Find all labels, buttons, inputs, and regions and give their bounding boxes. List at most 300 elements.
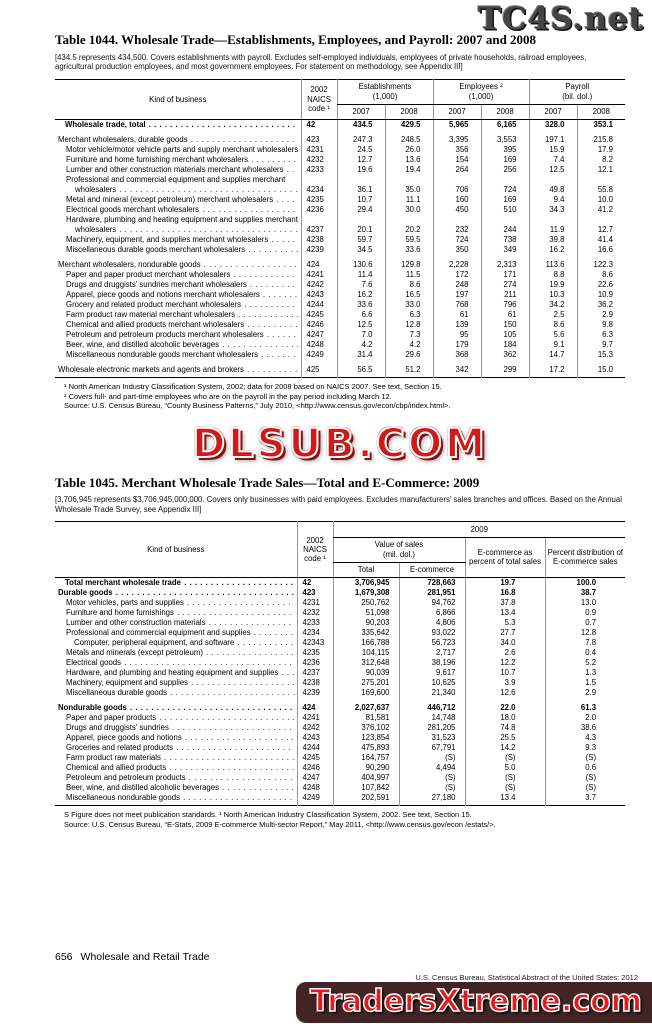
value-cell: 248.5 — [385, 130, 433, 145]
value-cell: 247.3 — [337, 130, 385, 145]
naics-code-cell: 424 — [297, 698, 333, 713]
value-cell: 274 — [481, 280, 529, 290]
percent-cell: 0.9 — [545, 608, 625, 618]
value-cell: 41.4 — [577, 235, 625, 245]
percent-cell: 12.8 — [545, 628, 625, 638]
value-cell: 376,102 — [333, 723, 399, 733]
row-label: Hardware, and plumbing and heating equipment and supplies — [66, 667, 279, 677]
row-label-cell — [55, 618, 297, 628]
value-cell: 20.1 — [337, 215, 385, 235]
table-row — [55, 618, 625, 628]
value-cell: 171 — [481, 270, 529, 280]
naics-code-cell: 4249 — [297, 793, 333, 806]
value-cell: 738 — [481, 235, 529, 245]
naics-code-cell: 4247 — [301, 330, 337, 340]
naics-code-cell: 4235 — [301, 195, 337, 205]
table-row — [55, 195, 625, 205]
table-row — [55, 145, 625, 155]
value-cell: 11.1 — [385, 195, 433, 205]
value-cell: 29.4 — [337, 205, 385, 215]
naics-code-cell: 4248 — [301, 340, 337, 350]
row-label: Hardware, plumbing and heating equipment and supplies merchant wholesalers — [66, 214, 298, 234]
value-cell: 197.1 — [529, 130, 577, 145]
value-cell: 104,115 — [333, 648, 399, 658]
value-cell: 105 — [481, 330, 529, 340]
footnote: S Figure does not meet publication standards. ¹ North American Industry Classification System, 2002. See text, Section 15. — [64, 810, 472, 820]
row-label-cell — [55, 195, 301, 205]
value-cell: 36.1 — [337, 175, 385, 195]
value-cell: 16.2 — [337, 290, 385, 300]
value-cell: 33.6 — [337, 300, 385, 310]
value-cell: 8.2 — [577, 155, 625, 165]
value-cell: 61 — [481, 310, 529, 320]
value-cell: 122.3 — [577, 255, 625, 270]
value-cell: 13.6 — [385, 155, 433, 165]
value-cell: 130.6 — [337, 255, 385, 270]
value-cell: 2,313 — [481, 255, 529, 270]
value-cell: 41.2 — [577, 205, 625, 215]
value-cell: 95 — [433, 330, 481, 340]
value-cell: 15.9 — [529, 145, 577, 155]
value-cell: 281,951 — [399, 588, 465, 598]
value-cell: 3,395 — [433, 130, 481, 145]
value-cell: 342 — [433, 360, 481, 378]
row-label: Apparel, piece goods and notions — [66, 732, 182, 742]
value-cell: 6,165 — [481, 119, 529, 130]
table-row — [55, 773, 625, 783]
row-label-cell — [55, 753, 297, 763]
column-header-kind-of-business: Kind of business — [55, 522, 297, 578]
table-row — [55, 330, 625, 340]
value-cell: 10.9 — [577, 290, 625, 300]
column-group-payroll — [529, 79, 625, 104]
row-label: Motor vehicle/motor vehicle parts and supply merchant wholesalers — [66, 144, 299, 154]
row-label: Merchant wholesalers, nondurable goods — [58, 259, 201, 269]
value-cell: 14.7 — [529, 350, 577, 360]
column-header-kind-of-business: Kind of business — [55, 79, 301, 119]
value-cell: 197 — [433, 290, 481, 300]
row-label-cell — [55, 598, 297, 608]
value-cell: 264 — [433, 165, 481, 175]
row-label: Electrical goods — [66, 657, 122, 667]
percent-cell: 13.0 — [545, 598, 625, 608]
row-label: Nondurable goods — [58, 702, 127, 712]
value-cell: 202,591 — [333, 793, 399, 806]
value-cell: 154 — [433, 155, 481, 165]
row-label-cell — [55, 320, 301, 330]
value-cell: 90,039 — [333, 668, 399, 678]
row-label-cell — [55, 155, 301, 165]
value-cell: 20.2 — [385, 215, 433, 235]
percent-cell: 38.7 — [545, 588, 625, 598]
row-label: Machinery, equipment and supplies — [66, 677, 189, 687]
value-cell: 129.8 — [385, 255, 433, 270]
value-cell: 6.3 — [577, 330, 625, 340]
value-cell: 706 — [433, 175, 481, 195]
percent-cell: 10.7 — [465, 668, 545, 678]
row-label-cell — [55, 763, 297, 773]
value-cell: 113.6 — [529, 255, 577, 270]
value-cell: 335,642 — [333, 628, 399, 638]
value-cell: 232 — [433, 215, 481, 235]
value-cell: 4,494 — [399, 763, 465, 773]
value-cell: 59.5 — [385, 235, 433, 245]
naics-code-cell: 4239 — [297, 688, 333, 698]
naics-code-cell: 4242 — [297, 723, 333, 733]
value-cell: 5,965 — [433, 119, 481, 130]
row-label: Professional and commercial equipment and supplies merchant wholesalers — [66, 174, 286, 194]
value-cell: 281,205 — [399, 723, 465, 733]
value-cell: 17.2 — [529, 360, 577, 378]
row-label-cell — [55, 648, 297, 658]
value-cell: 768 — [433, 300, 481, 310]
table-row — [55, 215, 625, 235]
value-cell: 12.1 — [577, 165, 625, 175]
percent-cell: 4.3 — [545, 733, 625, 743]
naics-code-cell: 42343 — [297, 638, 333, 648]
value-cell: 51.2 — [385, 360, 433, 378]
value-cell: 244 — [481, 215, 529, 235]
value-cell: 12.8 — [385, 320, 433, 330]
table-row — [55, 270, 625, 280]
value-cell: 211 — [481, 290, 529, 300]
value-cell: 49.8 — [529, 175, 577, 195]
value-cell: 12.5 — [529, 165, 577, 175]
percent-cell: 2.0 — [545, 713, 625, 723]
table-row — [55, 763, 625, 773]
table-row — [55, 255, 625, 270]
value-cell: 728,663 — [399, 577, 465, 588]
value-cell: 299 — [481, 360, 529, 378]
table-row — [55, 713, 625, 723]
value-cell: 395 — [481, 145, 529, 155]
value-cell: 9.1 — [529, 340, 577, 350]
table-1045-headnote: [3,706,945 represents $3,706,945,000,000. Covers only businesses with paid employees. Excludes manufacturers’ sales branches and offices. Based on the Annual Wholesale Trade Survey, see Appendix III] — [55, 495, 622, 514]
value-cell: 6.3 — [385, 310, 433, 320]
table-1044-body — [55, 119, 625, 378]
percent-cell: (S) — [545, 773, 625, 783]
table-row — [55, 350, 625, 360]
row-label: Furniture and home furnishings — [66, 607, 174, 617]
naics-code-cell: 4232 — [297, 608, 333, 618]
table-row — [55, 280, 625, 290]
row-label-cell — [55, 638, 297, 648]
table-row — [55, 340, 625, 350]
row-label: Grocery and related product merchant wholesalers — [66, 299, 242, 309]
value-cell: 429.5 — [385, 119, 433, 130]
naics-code-cell: 4233 — [297, 618, 333, 628]
watermark-tc4s: TC4S.net — [478, 1, 644, 37]
value-cell: 30.0 — [385, 205, 433, 215]
table-row — [55, 290, 625, 300]
row-label: Paper and paper products — [66, 712, 157, 722]
percent-cell: 12.6 — [465, 688, 545, 698]
naics-code-cell: 4234 — [297, 628, 333, 638]
footnote: Source: U.S. Census Bureau, “E-Stats, 2009 E-commerce Multi-sector Report,” May 2011, <http://www.census.gov/econ /estats/>. — [64, 819, 496, 829]
row-label: Petroleum and petroleum products merchant wholesalers — [66, 329, 264, 339]
value-cell: 248 — [433, 280, 481, 290]
table-row — [55, 688, 625, 698]
naics-code-cell: 4242 — [301, 280, 337, 290]
row-label-cell — [55, 608, 297, 618]
percent-cell: 12.2 — [465, 658, 545, 668]
value-cell: 179 — [433, 340, 481, 350]
percent-cell: 27.7 — [465, 628, 545, 638]
row-label: Wholesale trade, total — [65, 119, 146, 129]
row-label: Beer, wine, and distilled alcoholic beverages — [66, 782, 219, 792]
row-label-cell — [55, 698, 297, 713]
value-cell: 2.9 — [577, 310, 625, 320]
value-cell: 169,600 — [333, 688, 399, 698]
row-label: Drugs and druggists’ sundries — [66, 722, 169, 732]
value-cell: 24.5 — [337, 145, 385, 155]
value-cell: 12.7 — [337, 155, 385, 165]
naics-code-cell: 42 — [297, 577, 333, 588]
value-cell: 450 — [433, 205, 481, 215]
value-cell: 724 — [481, 175, 529, 195]
row-label-cell — [55, 350, 301, 360]
percent-cell: 19.7 — [465, 577, 545, 588]
value-cell: 353.1 — [577, 119, 625, 130]
column-header-ecommerce-percent: E-commerce as percent of total sales — [465, 537, 545, 577]
row-label: Electrical goods merchant wholesalers — [66, 204, 200, 214]
naics-code-cell: 4248 — [297, 783, 333, 793]
column-header-total: Total — [333, 562, 399, 577]
naics-code-cell: 4246 — [297, 763, 333, 773]
row-label-cell — [55, 119, 301, 130]
value-cell: 6,866 — [399, 608, 465, 618]
value-cell: 39.8 — [529, 235, 577, 245]
naics-code-cell: 4236 — [297, 658, 333, 668]
naics-code-cell: 4245 — [301, 310, 337, 320]
column-header-naics-code: 2002 NAICS code ¹ — [297, 522, 333, 578]
table-row — [55, 175, 625, 195]
value-cell: 349 — [481, 245, 529, 255]
percent-cell: (S) — [545, 753, 625, 763]
value-cell: 38,196 — [399, 658, 465, 668]
naics-code-cell: 4235 — [297, 648, 333, 658]
value-cell: 7.0 — [337, 330, 385, 340]
row-label: Machinery, equipment, and supplies merchant wholesalers — [66, 234, 269, 244]
page-number: 656 — [55, 951, 73, 963]
naics-code-cell: 4244 — [297, 743, 333, 753]
value-cell: 362 — [481, 350, 529, 360]
naics-code-cell: 423 — [297, 588, 333, 598]
value-cell: 16.2 — [529, 245, 577, 255]
row-label-cell — [55, 793, 297, 806]
value-cell: 31.4 — [337, 350, 385, 360]
value-cell: 34.2 — [529, 300, 577, 310]
row-label: Motor vehicles, parts and supplies — [66, 597, 184, 607]
value-cell: 33.6 — [385, 245, 433, 255]
naics-code-cell: 4233 — [301, 165, 337, 175]
value-cell: 1,679,308 — [333, 588, 399, 598]
column-header-year: 2008 — [481, 104, 529, 119]
row-label: Merchant wholesalers, durable goods — [58, 134, 188, 144]
value-cell: 328.0 — [529, 119, 577, 130]
value-cell: 250,762 — [333, 598, 399, 608]
row-label-cell — [55, 577, 297, 588]
row-label-cell — [55, 783, 297, 793]
naics-code-cell: 4239 — [301, 245, 337, 255]
table-1044-headnote: [434.5 represents 434,500. Covers establishments with payroll. Excludes self-employed individuals, employees of private households, railroad employees, agricultural production employees, and most government employees. For statement on methodology, see Appendix III] — [55, 52, 587, 72]
table-row — [55, 668, 625, 678]
table-row — [55, 698, 625, 713]
table-row — [55, 155, 625, 165]
naics-code-cell: 4237 — [301, 215, 337, 235]
table-row — [55, 320, 625, 330]
column-header-ecommerce: E-commerce — [399, 562, 465, 577]
table-row — [55, 360, 625, 378]
percent-cell: 1.3 — [545, 668, 625, 678]
footnote: ² Covers full- and part-time employees who are on the payroll in the pay period including March 12. — [64, 391, 392, 401]
table-row — [55, 753, 625, 763]
table-1044 — [55, 79, 625, 379]
value-cell: 2.5 — [529, 310, 577, 320]
row-label: Metals and minerals (except petroleum) — [66, 647, 203, 657]
value-cell: 59.7 — [337, 235, 385, 245]
column-group-value-of-sales — [333, 537, 465, 562]
table-row — [55, 300, 625, 310]
row-label-cell — [55, 165, 301, 175]
naics-code-cell: 42 — [301, 119, 337, 130]
table-row — [55, 628, 625, 638]
value-cell: 15.3 — [577, 350, 625, 360]
table-row — [55, 678, 625, 688]
column-header-naics-code: 2002 NAICS code ¹ — [301, 79, 337, 119]
value-cell: 17.9 — [577, 145, 625, 155]
row-label-cell — [55, 280, 301, 290]
naics-code-cell: 4246 — [301, 320, 337, 330]
table-row — [55, 205, 625, 215]
table-row — [55, 793, 625, 806]
value-cell: 26.0 — [385, 145, 433, 155]
percent-cell: 5.2 — [545, 658, 625, 668]
value-cell: 510 — [481, 205, 529, 215]
row-label-cell — [55, 668, 297, 678]
row-label-cell — [55, 340, 301, 350]
value-cell: 90,290 — [333, 763, 399, 773]
row-label: Beer, wine, and distilled alcoholic beverages — [66, 339, 219, 349]
row-label-cell — [55, 270, 301, 280]
value-cell: 10,625 — [399, 678, 465, 688]
table-row — [55, 638, 625, 648]
value-cell: 10.7 — [337, 195, 385, 205]
column-group-label: Establishments — [358, 82, 412, 92]
percent-cell: 0.6 — [545, 763, 625, 773]
column-header-year-2009: 2009 — [333, 522, 625, 537]
value-cell: 4.2 — [385, 340, 433, 350]
value-cell: 10.3 — [529, 290, 577, 300]
value-cell: 4,806 — [399, 618, 465, 628]
percent-cell: 9.3 — [545, 743, 625, 753]
value-cell: 446,712 — [399, 698, 465, 713]
value-cell: 3,553 — [481, 130, 529, 145]
value-cell: 368 — [433, 350, 481, 360]
value-cell: 11.9 — [529, 215, 577, 235]
value-cell: 19.6 — [337, 165, 385, 175]
value-cell: (S) — [399, 773, 465, 783]
column-group-unit: (1,000) — [372, 91, 398, 101]
value-cell: 27,180 — [399, 793, 465, 806]
value-cell: 19.9 — [529, 280, 577, 290]
value-cell: 16.5 — [385, 290, 433, 300]
percent-cell: 1.5 — [545, 678, 625, 688]
value-cell: 139 — [433, 320, 481, 330]
percent-cell: 25.5 — [465, 733, 545, 743]
percent-cell: 13.4 — [465, 608, 545, 618]
table-row — [55, 130, 625, 145]
row-label: Miscellaneous nondurable goods — [66, 792, 180, 802]
value-cell: 81,581 — [333, 713, 399, 723]
naics-code-cell: 4236 — [301, 205, 337, 215]
watermark-dlsub-area — [55, 415, 625, 473]
value-cell: 8.8 — [529, 270, 577, 280]
row-label-cell — [55, 330, 301, 340]
page-footer — [55, 951, 210, 963]
value-cell: 90,203 — [333, 618, 399, 628]
row-label: Wholesale electronic markets and agents and brokers — [58, 364, 244, 374]
table-1044-footnotes — [55, 382, 625, 410]
value-cell: 796 — [481, 300, 529, 310]
row-label: Chemical and allied products merchant wholesalers — [66, 319, 245, 329]
table-1045-body — [55, 577, 625, 806]
row-label: Professional and commercial equipment and supplies — [66, 627, 251, 637]
naics-code-cell: 4241 — [301, 270, 337, 280]
naics-code-cell: 425 — [301, 360, 337, 378]
table-row — [55, 119, 625, 130]
row-label-cell — [55, 723, 297, 733]
row-label: Farm product raw material merchant wholesalers — [66, 309, 235, 319]
value-cell: 5.6 — [529, 330, 577, 340]
naics-code-cell: 4232 — [301, 155, 337, 165]
column-group-employees — [433, 79, 529, 104]
naics-code-cell: 4244 — [301, 300, 337, 310]
value-cell: 55.8 — [577, 175, 625, 195]
row-label: Drugs and druggists’ sundries merchant wholesalers — [66, 279, 247, 289]
naics-code-cell: 4241 — [297, 713, 333, 723]
value-cell: 123,854 — [333, 733, 399, 743]
column-group-establishments — [337, 79, 433, 104]
value-cell: 10.0 — [577, 195, 625, 205]
value-cell: 256 — [481, 165, 529, 175]
table-1044-header — [55, 79, 625, 119]
value-cell: 22.6 — [577, 280, 625, 290]
value-cell: 33.0 — [385, 300, 433, 310]
row-label: Lumber and other construction materials merchant wholesalers — [66, 164, 284, 174]
column-group-unit: (1,000) — [468, 91, 494, 101]
value-cell: 9.4 — [529, 195, 577, 205]
table-1044-title: Table 1044. Wholesale Trade—Establishments, Employees, and Payroll: 2007 and 2008 — [55, 32, 537, 47]
percent-cell: 13.4 — [465, 793, 545, 806]
row-label-cell — [55, 628, 297, 638]
column-header-year: 2007 — [529, 104, 577, 119]
value-cell: 169 — [481, 195, 529, 205]
percent-cell: (S) — [465, 773, 545, 783]
value-cell: 3,706,945 — [333, 577, 399, 588]
row-label-cell — [55, 175, 301, 195]
table-row — [55, 235, 625, 245]
table-1045-header — [55, 522, 625, 578]
percent-cell: 0.7 — [545, 618, 625, 628]
naics-code-cell: 4231 — [301, 145, 337, 155]
value-cell: 8.6 — [577, 270, 625, 280]
table-row — [55, 723, 625, 733]
value-cell: 4.2 — [337, 340, 385, 350]
row-label: Groceries and related products — [66, 742, 174, 752]
row-label-cell — [55, 678, 297, 688]
percent-cell: 3.9 — [465, 678, 545, 688]
